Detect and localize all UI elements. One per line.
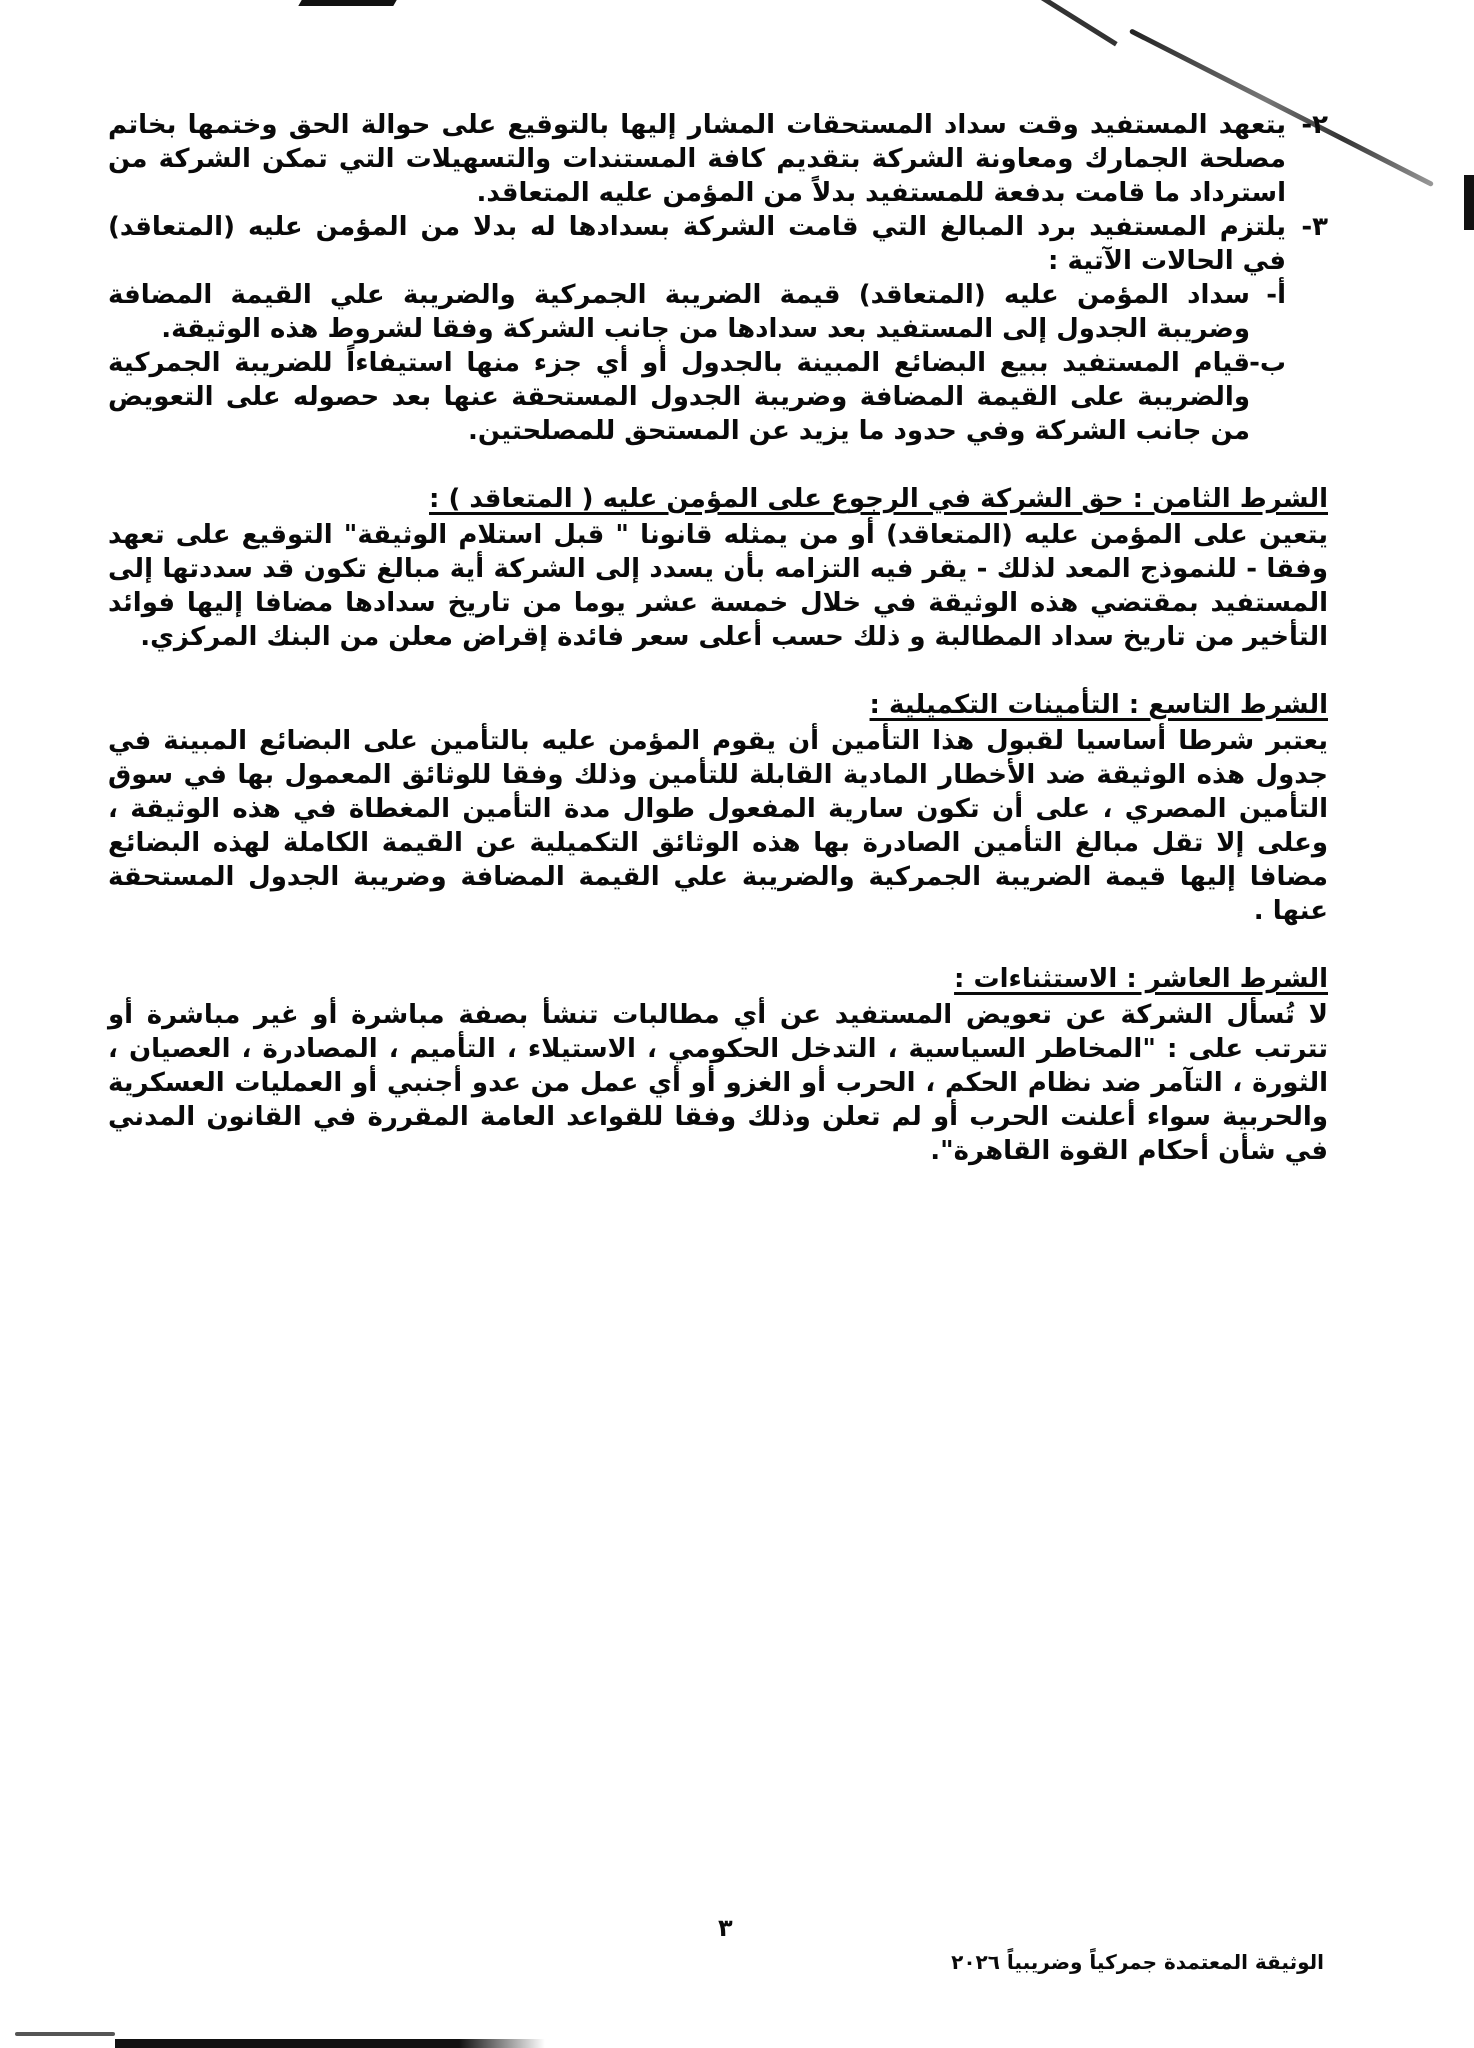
clause-body: يعتبر شرطا أساسيا لقبول هذا التأمين أن يقوم المؤمن عليه بالتأمين على البضائع المبينة في جدول هذه الوثيقة ضد الأخطار المادية القابلة للتأمين وذلك وفقا للوثائق المعمول بها في سوق التأمين المصري ، على أن تكون سارية المفعول طوال مدة التأمين المغطاة في هذه الوثيقة ، وعلى إلا تقل مبالغ التأمين الصادرة بها هذه الوثائق التكميلية عن القيمة الكاملة لهذه البضائع مضافا إليها قيمة الضريبة الجمركية والضريبة علي القيمة المضافة وضريبة الجدول المستحقة عنها . xyxy=(108,726,1328,926)
footer-text: الوثيقة المعتمدة جمركياً وضريبياً ٢٠٢٦ xyxy=(951,1950,1324,1974)
sub-item-text: سداد المؤمن عليه (المتعاقد) قيمة الضريبة الجمركية والضريبة علي القيمة المضافة وضريبة الجدول إلى المستفيد بعد سدادها من جانب الشركة وفقا لشروط هذه الوثيقة. xyxy=(108,280,1250,344)
scan-artifact-diagonal-top xyxy=(1039,0,1118,46)
sub-item-b xyxy=(108,346,1286,448)
clause-title: الشرط العاشر : الاستثناءات : xyxy=(954,964,1328,994)
sub-item-letter: أ- xyxy=(1266,280,1286,310)
scan-artifact-bottom-edge xyxy=(115,2039,545,2048)
scan-artifact-top xyxy=(298,0,396,6)
scan-artifact-bottom-left xyxy=(15,2032,115,2036)
clause-eighth xyxy=(108,482,1328,654)
clause-body: يتعين على المؤمن عليه (المتعاقد) أو من يمثله قانونا " قبل استلام الوثيقة" التوقيع على تعهد وفقا - للنموذج المعد لذلك - يقر فيه التزامه بأن يسدد إلى الشركة أية مبالغ تكون قد سددتها إلى المستفيد بمقتضي هذه الوثيقة في خلال خمسة عشر يوما من تاريخ سدادها مضافا إليها فوائد التأخير من تاريخ سداد المطالبة و ذلك حسب أعلى سعر فائدة إقراض معلن من البنك المركزي. xyxy=(108,520,1328,652)
clause-title: الشرط التاسع : التأمينات التكميلية : xyxy=(869,690,1328,720)
sub-item-text: قيام المستفيد ببيع البضائع المبينة بالجدول أو أي جزء منها استيفاءاً للضريبة الجمركية والضريبة على القيمة المضافة وضريبة الجدول المستحقة عنها بعد حصوله على التعويض من جانب الشركة وفي حدود ما يزيد عن المستحق للمصلحتين. xyxy=(108,348,1250,446)
item-number: ٣- xyxy=(1301,212,1328,242)
numbered-item-2 xyxy=(108,108,1328,210)
item-number: ٢- xyxy=(1301,110,1328,140)
sub-item-letter: ب- xyxy=(1249,348,1286,378)
scan-artifact-right-edge xyxy=(1464,175,1474,230)
item-text: يلتزم المستفيد برد المبالغ التي قامت الشركة بسدادها له بدلا من المؤمن عليه (المتعاقد) في الحالات الآتية : xyxy=(108,212,1286,276)
sub-item-a xyxy=(108,278,1286,346)
numbered-item-3 xyxy=(108,210,1328,278)
clause-ninth xyxy=(108,688,1328,928)
document-page xyxy=(108,108,1328,1168)
clause-tenth xyxy=(108,962,1328,1168)
clause-title: الشرط الثامن : حق الشركة في الرجوع على المؤمن عليه ( المتعاقد ) : xyxy=(429,484,1328,514)
item-text: يتعهد المستفيد وقت سداد المستحقات المشار إليها بالتوقيع على حوالة الحق وختمها بخاتم مصلحة الجمارك ومعاونة الشركة بتقديم كافة المستندات والتسهيلات التي تمكن الشركة من استرداد ما قامت بدفعة للمستفيد بدلاً من المؤمن عليه المتعاقد. xyxy=(108,110,1286,208)
page-number: ٣ xyxy=(718,1914,733,1942)
clause-body: لا تُسأل الشركة عن تعويض المستفيد عن أي مطالبات تنشأ بصفة مباشرة أو غير مباشرة أو تترتب على : "المخاطر السياسية ، التدخل الحكومي ، الاستيلاء ، التأميم ، المصادرة ، العصيان ، الثورة ، التآمر ضد نظام الحكم ، الحرب أو الغزو أو أي عمل من عدو أجنبي أو العمليات العسكرية والحربية سواء أعلنت الحرب أو لم تعلن وذلك وفقا للقواعد العامة المقررة في القانون المدني في شأن أحكام القوة القاهرة". xyxy=(108,1000,1328,1166)
